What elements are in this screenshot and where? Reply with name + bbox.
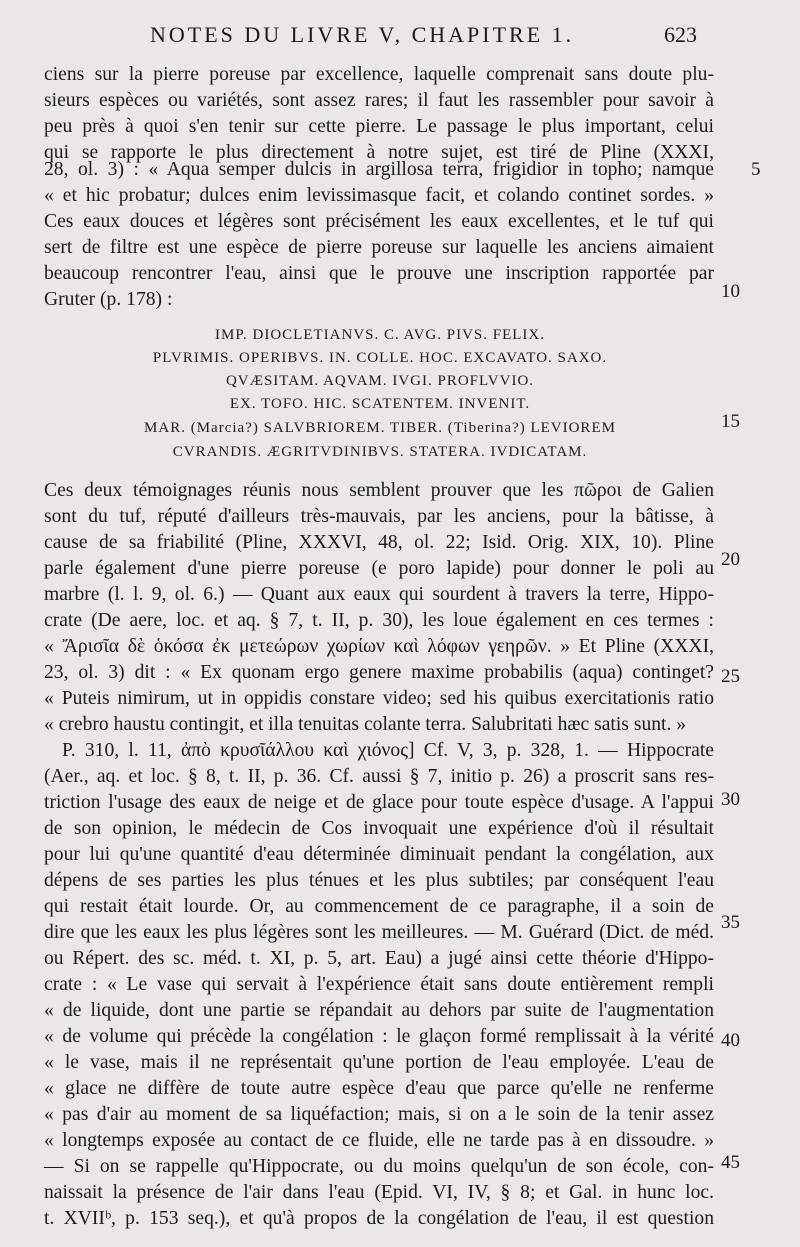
- inscription-line: CVRANDIS. ÆGRITVDINIBVS. STATERA. IVDICATAM.: [172, 444, 588, 460]
- text-line: « glace ne diffère de toute autre espèce d'eau que parce qu'elle ne renferme: [44, 1078, 714, 1099]
- line-number: 20: [721, 549, 740, 570]
- text-line: de son opinion, le médecin de Cos invoquait une expérience d'où il résultait: [44, 818, 714, 839]
- line-number: 30: [721, 789, 740, 810]
- line-number: 5: [751, 159, 761, 180]
- text-line: « crebro haustu contingit, et illa tenuitas colante terra. Salubritati hæc satis sunt. »: [44, 714, 687, 735]
- text-line: beaucoup rencontrer l'eau, ainsi que le prouve une inscription rapportée par: [44, 263, 714, 284]
- text-line: dépens de ses parties les plus ténues et les plus subtiles; par conséquent l'eau: [44, 870, 714, 891]
- inscription-line: EX. TOFO. HIC. SCATENTEM. INVENIT.: [229, 396, 531, 412]
- text-line: qui se rapporte le plus directement à notre sujet, est tiré de Pline (XXXI,: [44, 142, 714, 163]
- text-line: 28, ol. 3) : « Aqua semper dulcis in argillosa terra, frigidior in topho; namque: [44, 159, 714, 180]
- text-line: ciens sur la pierre poreuse par excellence, laquelle comprenait sans doute plu-: [44, 64, 714, 85]
- text-line: marbre (l. l. 9, ol. 6.) — Quant aux eaux qui sourdent à travers la terre, Hippo-: [44, 584, 714, 605]
- text-line: « et hic probatur; dulces enim levissimasque facit, et colando continet sordes. »: [44, 185, 714, 206]
- text-line: « de volume qui précède la congélation : le glaçon formé remplissait à la vérité: [44, 1026, 714, 1047]
- text-line: « Puteis nimirum, ut in oppidis constare video; sed his quibus exercitationis ratio: [44, 688, 714, 709]
- text-line: (Aer., aq. et loc. § 8, t. II, p. 36. Cf. aussi § 7, initio p. 26) a proscrit sans res-: [44, 766, 714, 787]
- text-line: « pas d'air au moment de sa liquéfaction; mais, si on a le soin de la tenir assez: [44, 1104, 714, 1125]
- page-number: 623: [664, 22, 697, 47]
- text-line: peu près à quoi s'en tenir sur cette pierre. Le passage le plus important, celui: [44, 116, 714, 137]
- line-number: 10: [721, 281, 740, 302]
- text-line: Ces eaux douces et légères sont précisément les eaux excellentes, et le tuf qui: [44, 211, 714, 232]
- text-line: ou Répert. des sc. méd. t. XI, p. 5, art. Eau) a jugé ainsi cette théorie d'Hippo-: [44, 948, 714, 969]
- text-line: Gruter (p. 178) :: [44, 289, 173, 310]
- text-line: sont du tuf, réputé d'ailleurs très-mauvais, par les anciens, pour la bâtisse, à: [44, 506, 714, 527]
- text-line: naissait la présence de l'air dans l'eau (Epid. VI, IV, § 8; et Gal. in hunc loc.: [44, 1182, 714, 1203]
- text-line: « le vase, mais il ne représentait qu'une portion de l'eau employée. L'eau de: [44, 1052, 714, 1073]
- text-line: pour lui qu'une quantité d'eau déterminée diminuait pendant la congélation, aux: [44, 844, 714, 865]
- text-line: sieurs espèces ou variétés, sont assez rares; il faut les rassembler pour savoir à: [44, 90, 714, 111]
- line-number: 40: [721, 1030, 740, 1051]
- text-line: « Ἄρισῖα δὲ ὁκόσα ἐκ μετεώρων χωρίων καὶ λόφων γεηρῶν. » Et Pline (XXXI,: [44, 636, 714, 657]
- page-header: [0, 22, 800, 54]
- running-title: NOTES DU LIVRE V, CHAPITRE 1.: [150, 22, 575, 47]
- inscription-line: MAR. (Marcia?) SALVBRIOREM. TIBER. (Tiberina?) LEVIOREM: [144, 420, 616, 436]
- text-line: crate (De aere, loc. et aq. § 7, t. II, p. 30), les loue également en ces termes :: [44, 610, 714, 631]
- text-line: crate : « Le vase qui servait à l'expérience était sans doute entièrement rempli: [44, 974, 714, 995]
- text-line: parle également d'une pierre poreuse (e poro lapide) pour donner le poli au: [44, 558, 714, 579]
- text-line: t. XVIIᵇ, p. 153 seq.), et qu'à propos de la congélation de l'eau, il est question: [44, 1208, 714, 1229]
- text-line: sert de filtre est une espèce de pierre poreuse sur laquelle les anciens aimaient: [44, 237, 714, 258]
- text-line: 23, ol. 3) dit : « Ex quonam ergo genere maxime probabilis (aqua) continget?: [44, 662, 714, 683]
- text-line: cause de sa friabilité (Pline, XXXVI, 48, ol. 22; Isid. Orig. XIX, 10). Pline: [44, 532, 714, 553]
- text-line: dire que les eaux les plus légères sont les meilleures. — M. Guérard (Dict. de méd.: [44, 922, 714, 943]
- line-number: 25: [721, 666, 740, 687]
- text-line: « longtemps exposée au contact de ce fluide, elle ne tarde pas à en dissoudre. »: [44, 1130, 714, 1151]
- inscription-line: PLVRIMIS. OPERIBVS. IN. COLLE. HOC. EXCAVATO. SAXO.: [152, 350, 608, 366]
- inscription-line: IMP. DIOCLETIANVS. C. AVG. PIVS. FELIX.: [215, 327, 545, 343]
- line-number: 15: [721, 411, 740, 432]
- text-line: qui restait était lourde. Or, au commencement de ce paragraphe, il a soin de: [44, 896, 714, 917]
- inscription-line: QVÆSITAM. AQVAM. IVGI. PROFLVVIO.: [225, 373, 535, 389]
- text-line: « de liquide, dont une partie se répandait au dehors par suite de l'augmentation: [44, 1000, 714, 1021]
- line-number: 35: [721, 912, 740, 933]
- text-line: — Si on se rappelle qu'Hippocrate, ou du moins quelqu'un de son école, con-: [44, 1156, 714, 1177]
- text-line: P. 310, l. 11, ἀπὸ κρυσῖάλλου καὶ χιόνος] Cf. V, 3, p. 328, 1. — Hippocrate: [62, 740, 714, 761]
- text-line: Ces deux témoignages réunis nous semblent prouver que les πῶροι de Galien: [44, 480, 714, 501]
- text-line: triction l'usage des eaux de neige et de glace pour toute espèce d'usage. A l'appui: [44, 792, 714, 813]
- line-number: 45: [721, 1152, 740, 1173]
